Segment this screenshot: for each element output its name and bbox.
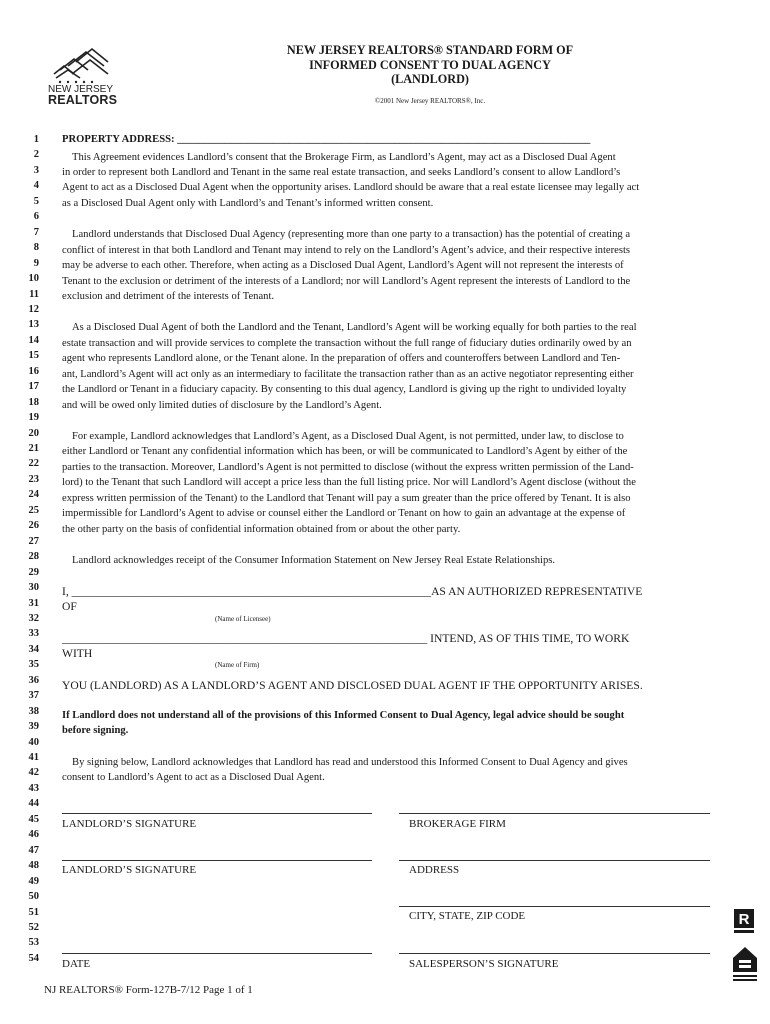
line-number: 43 xyxy=(28,782,39,794)
p1-line1: This Agreement evidences Landlord’s consent that the Brokerage Firm, as Landlord’s Agent, may act as a Disclosed Dual Agent xyxy=(72,152,616,163)
p2-line3: may be adverse to each other. Therefore, when acting as a Disclosed Dual Agent, Landlord’s Agent will not represent the interests of xyxy=(62,260,624,271)
salesperson-signature-label: SALESPERSON’S SIGNATURE xyxy=(409,958,559,970)
line-number: 9 xyxy=(33,257,39,269)
line-number: 28 xyxy=(28,551,39,563)
line-number: 46 xyxy=(28,829,39,841)
line-number: 8 xyxy=(33,242,39,254)
line-number: 40 xyxy=(28,736,39,748)
address-line[interactable] xyxy=(399,860,710,861)
salesperson-signature-line[interactable] xyxy=(399,953,710,954)
p3-line2: estate transaction and will provide services to complete the transaction without the full range of fiduciary duties ordinarily owed by an xyxy=(62,338,632,349)
line-number: 17 xyxy=(28,381,39,393)
p2-line5: exclusion and detriment of the interests of Tenant. xyxy=(62,291,275,302)
footer: NJ REALTORS® Form-127B-7/12 Page 1 of 1 xyxy=(44,984,253,996)
title-line3: (LANDLORD) xyxy=(391,72,469,86)
title-line2: INFORMED CONSENT TO DUAL AGENCY xyxy=(309,57,551,72)
line-number: 51 xyxy=(28,906,39,918)
line-number: 30 xyxy=(28,582,39,594)
line-number: 12 xyxy=(28,303,39,315)
city-state-zip-label: CITY, STATE, ZIP CODE xyxy=(409,910,526,922)
brokerage-firm-label: BROKERAGE FIRM xyxy=(409,818,506,830)
line-number: 52 xyxy=(28,921,39,933)
city-state-zip-line[interactable] xyxy=(399,906,710,907)
line-number: 29 xyxy=(28,566,39,578)
p2-line4: Tenant to the exclusion or detriment of the interests of a Landlord; nor will Landlord’s Agent represent the interests of Landlord to the xyxy=(62,276,631,287)
copyright: ©2001 New Jersey REALTORS®, Inc. xyxy=(374,97,486,105)
logo-line2: REALTORS xyxy=(48,93,118,107)
line-number: 38 xyxy=(28,705,39,717)
line-number: 16 xyxy=(28,365,39,377)
name-of-firm-caption: (Name of Firm) xyxy=(215,661,260,669)
p4-line1: For example, Landlord acknowledges that Landlord’s Agent, as a Disclosed Dual Agent, is not permitted, under law, to disclose to xyxy=(72,431,624,442)
title-line1: NEW JERSEY REALTORS® STANDARD FORM OF xyxy=(286,43,574,57)
brokerage-firm-line[interactable] xyxy=(399,813,710,814)
line-number: 6 xyxy=(33,211,39,223)
p4-line5: express written permission of the Tenant) to the Landlord that Tenant will pay a sum greater than the price offered by Tenant. It is also xyxy=(62,493,631,504)
name-of-licensee-caption: (Name of Licensee) xyxy=(215,615,271,623)
line-number: 10 xyxy=(28,273,39,285)
date-label: DATE xyxy=(62,958,91,970)
landlord-signature-2-line[interactable] xyxy=(62,860,372,861)
line-number: 35 xyxy=(28,659,39,671)
you-landlord-statement: YOU (LANDLORD) AS A LANDLORD’S AGENT AND DISCLOSED DUAL AGENT IF THE OPPORTUNITY ARISES. xyxy=(62,679,643,692)
landlord-signature-1-label: LANDLORD’S SIGNATURE xyxy=(62,818,197,830)
p3-line5: the Landlord or Tenant in a fiduciary capacity. By consenting to this dual agency, Landlord is giving up the right to undivided loyalty xyxy=(62,384,627,395)
line-number: 32 xyxy=(28,612,39,624)
firm-line[interactable]: _______________________________________________________________ INTEND, AS OF THIS TIME, TO WORK xyxy=(62,632,630,645)
line-number: 49 xyxy=(28,875,39,887)
line-number: 1 xyxy=(33,134,39,145)
line-number: 27 xyxy=(28,535,39,547)
line-number: 50 xyxy=(28,891,39,903)
equal-housing-icon xyxy=(731,944,759,982)
line-number: 48 xyxy=(28,860,39,872)
line-number: 13 xyxy=(28,319,39,331)
line-number: 5 xyxy=(33,195,39,207)
line-number: 25 xyxy=(28,504,39,516)
p6-line1: By signing below, Landlord acknowledges that Landlord has read and understood this Informed Consent to Dual Agency and gives xyxy=(72,757,628,768)
p6-line2: consent to Landlord’s Agent to act as a Disclosed Dual Agent. xyxy=(62,772,325,783)
p4-line2: either Landlord or Tenant any confidential information which has been, or will be communicated to Landlord’s Agent by either of the xyxy=(62,446,628,457)
p1-line4: as a Disclosed Dual Agent only with Landlord’s and Tenant’s informed written consent. xyxy=(62,198,434,209)
p4-line6: impermissible for Landlord’s Agent to advise or counsel either the Landlord or Tenant on how to gain an advantage at the expense of xyxy=(62,508,626,519)
address-label: ADDRESS xyxy=(409,864,460,876)
landlord-signature-2-label: LANDLORD’S SIGNATURE xyxy=(62,864,197,876)
line-number: 33 xyxy=(28,628,39,640)
p3-line1: As a Disclosed Dual Agent of both the Landlord and the Tenant, Landlord’s Agent will be working equally for both parties to the real xyxy=(72,322,637,333)
line-number: 22 xyxy=(28,458,39,470)
line-number: 31 xyxy=(28,597,39,609)
line-number: 23 xyxy=(28,473,39,485)
representative-of: OF xyxy=(62,600,77,613)
line-number: 42 xyxy=(28,767,39,779)
line-number: 44 xyxy=(28,798,39,810)
line-number: 45 xyxy=(28,813,39,825)
p3-line6: and will be owed only limited duties of disclosure by the Landlord’s Agent. xyxy=(62,400,382,411)
date-line[interactable] xyxy=(62,953,372,954)
line-number: 21 xyxy=(28,443,39,454)
p2-line1: Landlord understands that Disclosed Dual Agency (representing more than one party to a transaction) has the potential of creating a xyxy=(72,229,631,240)
line-number: 36 xyxy=(28,674,39,686)
landlord-signature-1-line[interactable] xyxy=(62,813,372,814)
p1-line3: Agent to act as a Disclosed Dual Agent when the opportunity arises. Landlord should be aware that a real estate licensee may legally act xyxy=(62,182,640,193)
line-number: 2 xyxy=(33,149,39,161)
line-number: 19 xyxy=(28,412,39,424)
line-number: 4 xyxy=(33,180,39,192)
legal-warning-line1: If Landlord does not understand all of the provisions of this Informed Consent to Dual Agency, legal advice should be sought xyxy=(62,710,625,721)
form-title xyxy=(200,43,660,87)
line-number: 53 xyxy=(28,937,39,949)
p5: Landlord acknowledges receipt of the Consumer Information Statement on New Jersey Real Estate Relationships. xyxy=(72,555,556,566)
line-number: 26 xyxy=(28,520,39,532)
p3-line4: ant, Landlord’s Agent will act only as an intermediary to facilitate the transaction rather than as an active negotiator representing either xyxy=(62,369,634,380)
logo-text xyxy=(48,84,117,106)
line-number: 47 xyxy=(28,844,39,856)
line-number: 11 xyxy=(29,288,39,300)
line-number: 3 xyxy=(33,164,39,176)
p3-line3: agent who represents Landlord alone, or the Tenant alone. In the preparation of offers and counteroffers between Landlord and Ten- xyxy=(62,353,621,364)
line-number: 34 xyxy=(28,643,39,655)
firm-with: WITH xyxy=(62,647,93,660)
legal-warning-line2: before signing. xyxy=(62,725,129,736)
line-number: 18 xyxy=(28,396,39,408)
logo-line1: NEW JERSEY xyxy=(48,84,114,95)
line-number: 15 xyxy=(28,350,39,362)
line-number: 37 xyxy=(28,690,39,702)
line-number: 54 xyxy=(28,952,39,964)
p4-line7: the other party on the basis of confidential information obtained from or about the other party. xyxy=(62,524,461,535)
line-number: 24 xyxy=(28,489,39,501)
line-number: 41 xyxy=(28,752,39,763)
svg-text:R: R xyxy=(738,911,750,928)
p4-line3: parties to the transaction. Moreover, Landlord’s Agent is not permitted to disclose (without the express written permission of the Land- xyxy=(62,462,634,473)
p1-line2: in order to represent both Landlord and Tenant in the same real estate transaction, and seeks Landlord’s consent to allow Landlord’s xyxy=(62,167,621,178)
line-number: 14 xyxy=(28,334,39,346)
p2-line2: conflict of interest in that both Landlord and Tenant may intend to rely on the Landlord’s Agent’s advice, and their respective interests xyxy=(62,245,631,256)
line-number: 7 xyxy=(33,226,39,238)
realtor-r-icon xyxy=(733,908,755,936)
line-number: 39 xyxy=(28,721,39,733)
property-address: PROPERTY ADDRESS: ______________________________________________________________________________ xyxy=(62,134,591,145)
line-number: 20 xyxy=(28,427,39,439)
representative-line[interactable]: I, ______________________________________________________________AS AN AUTHORIZED REPRESENTATIVE xyxy=(62,585,643,598)
p4-line4: lord) to the Tenant that such Landlord will accept a price less than the full listing price. Nor will Landlord’s Agent disclose (without the xyxy=(62,477,636,488)
